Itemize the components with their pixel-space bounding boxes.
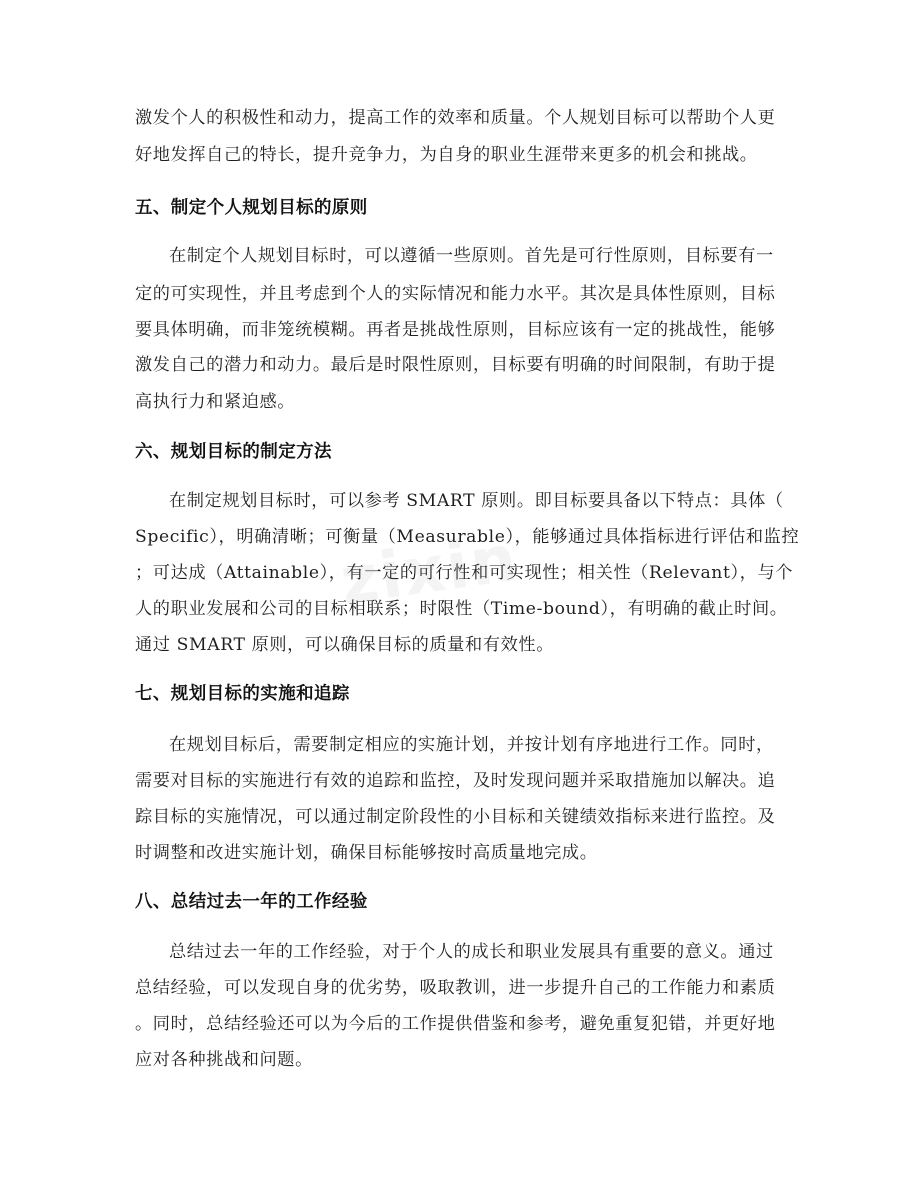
paragraph-line: 需要对目标的实施进行有效的追踪和监控，及时发现问题并采取措施加以解决。追: [135, 771, 776, 791]
section-heading: 七、规划目标的实施和追踪: [135, 684, 350, 704]
paragraph-line: 踪目标的实施情况，可以通过制定阶段性的小目标和关键绩效指标来进行监控。及: [135, 807, 776, 827]
section-heading: 八、总结过去一年的工作经验: [135, 892, 368, 912]
paragraph-line: 在制定规划目标时，可以参考 SMART 原则。即目标要具备以下特点：具体（: [169, 491, 784, 511]
section-heading: 五、制定个人规划目标的原则: [135, 198, 368, 218]
paragraph-line: 在制定个人规划目标时，可以遵循一些原则。首先是可行性原则，目标要有一: [169, 246, 774, 266]
paragraph-line: 定的可实现性，并且考虑到个人的实际情况和能力水平。其次是具体性原则，目标: [135, 284, 776, 304]
paragraph-line: ；可达成（Attainable），有一定的可行性和可实现性；相关性（Relevant），与个: [135, 563, 794, 583]
paragraph-line: Specific），明确清晰；可衡量（Measurable），能够通过具体指标进行评估和监控: [135, 527, 800, 547]
watermark: zixin: [336, 521, 523, 620]
section-heading: 六、规划目标的制定方法: [135, 442, 332, 462]
paragraph-line: 激发自己的潜力和动力。最后是时限性原则，目标要有明确的时间限制，有助于提: [135, 355, 776, 375]
paragraph-line: 人的职业发展和公司的目标相联系；时限性（Time-bound），有明确的截止时间。: [135, 599, 788, 619]
intro-line: 好地发挥自己的特长，提升竞争力，为自身的职业生涯带来更多的机会和挑战。: [135, 145, 758, 165]
paragraph-line: 总结经验，可以发现自身的优劣势，吸取教训，进一步提升自己的工作能力和素质: [135, 978, 776, 998]
paragraph-line: 总结过去一年的工作经验，对于个人的成长和职业发展具有重要的意义。通过: [169, 942, 774, 962]
intro-line: 激发个人的积极性和动力，提高工作的效率和质量。个人规划目标可以帮助个人更: [135, 108, 776, 128]
paragraph-line: 在规划目标后，需要制定相应的实施计划，并按计划有序地进行工作。同时，: [169, 735, 774, 755]
paragraph-line: 时调整和改进实施计划，确保目标能够按时高质量地完成。: [135, 843, 598, 863]
paragraph-line: 通过 SMART 原则，可以确保目标的质量和有效性。: [135, 635, 554, 655]
paragraph-line: 高执行力和紧迫感。: [135, 392, 296, 412]
paragraph-line: 应对各种挑战和问题。: [135, 1050, 313, 1070]
paragraph-line: 要具体明确，而非笼统模糊。再者是挑战性原则，目标应该有一定的挑战性，能够: [135, 320, 776, 340]
paragraph-line: 。同时，总结经验还可以为今后的工作提供借鉴和参考，避免重复犯错，并更好地: [135, 1014, 776, 1034]
